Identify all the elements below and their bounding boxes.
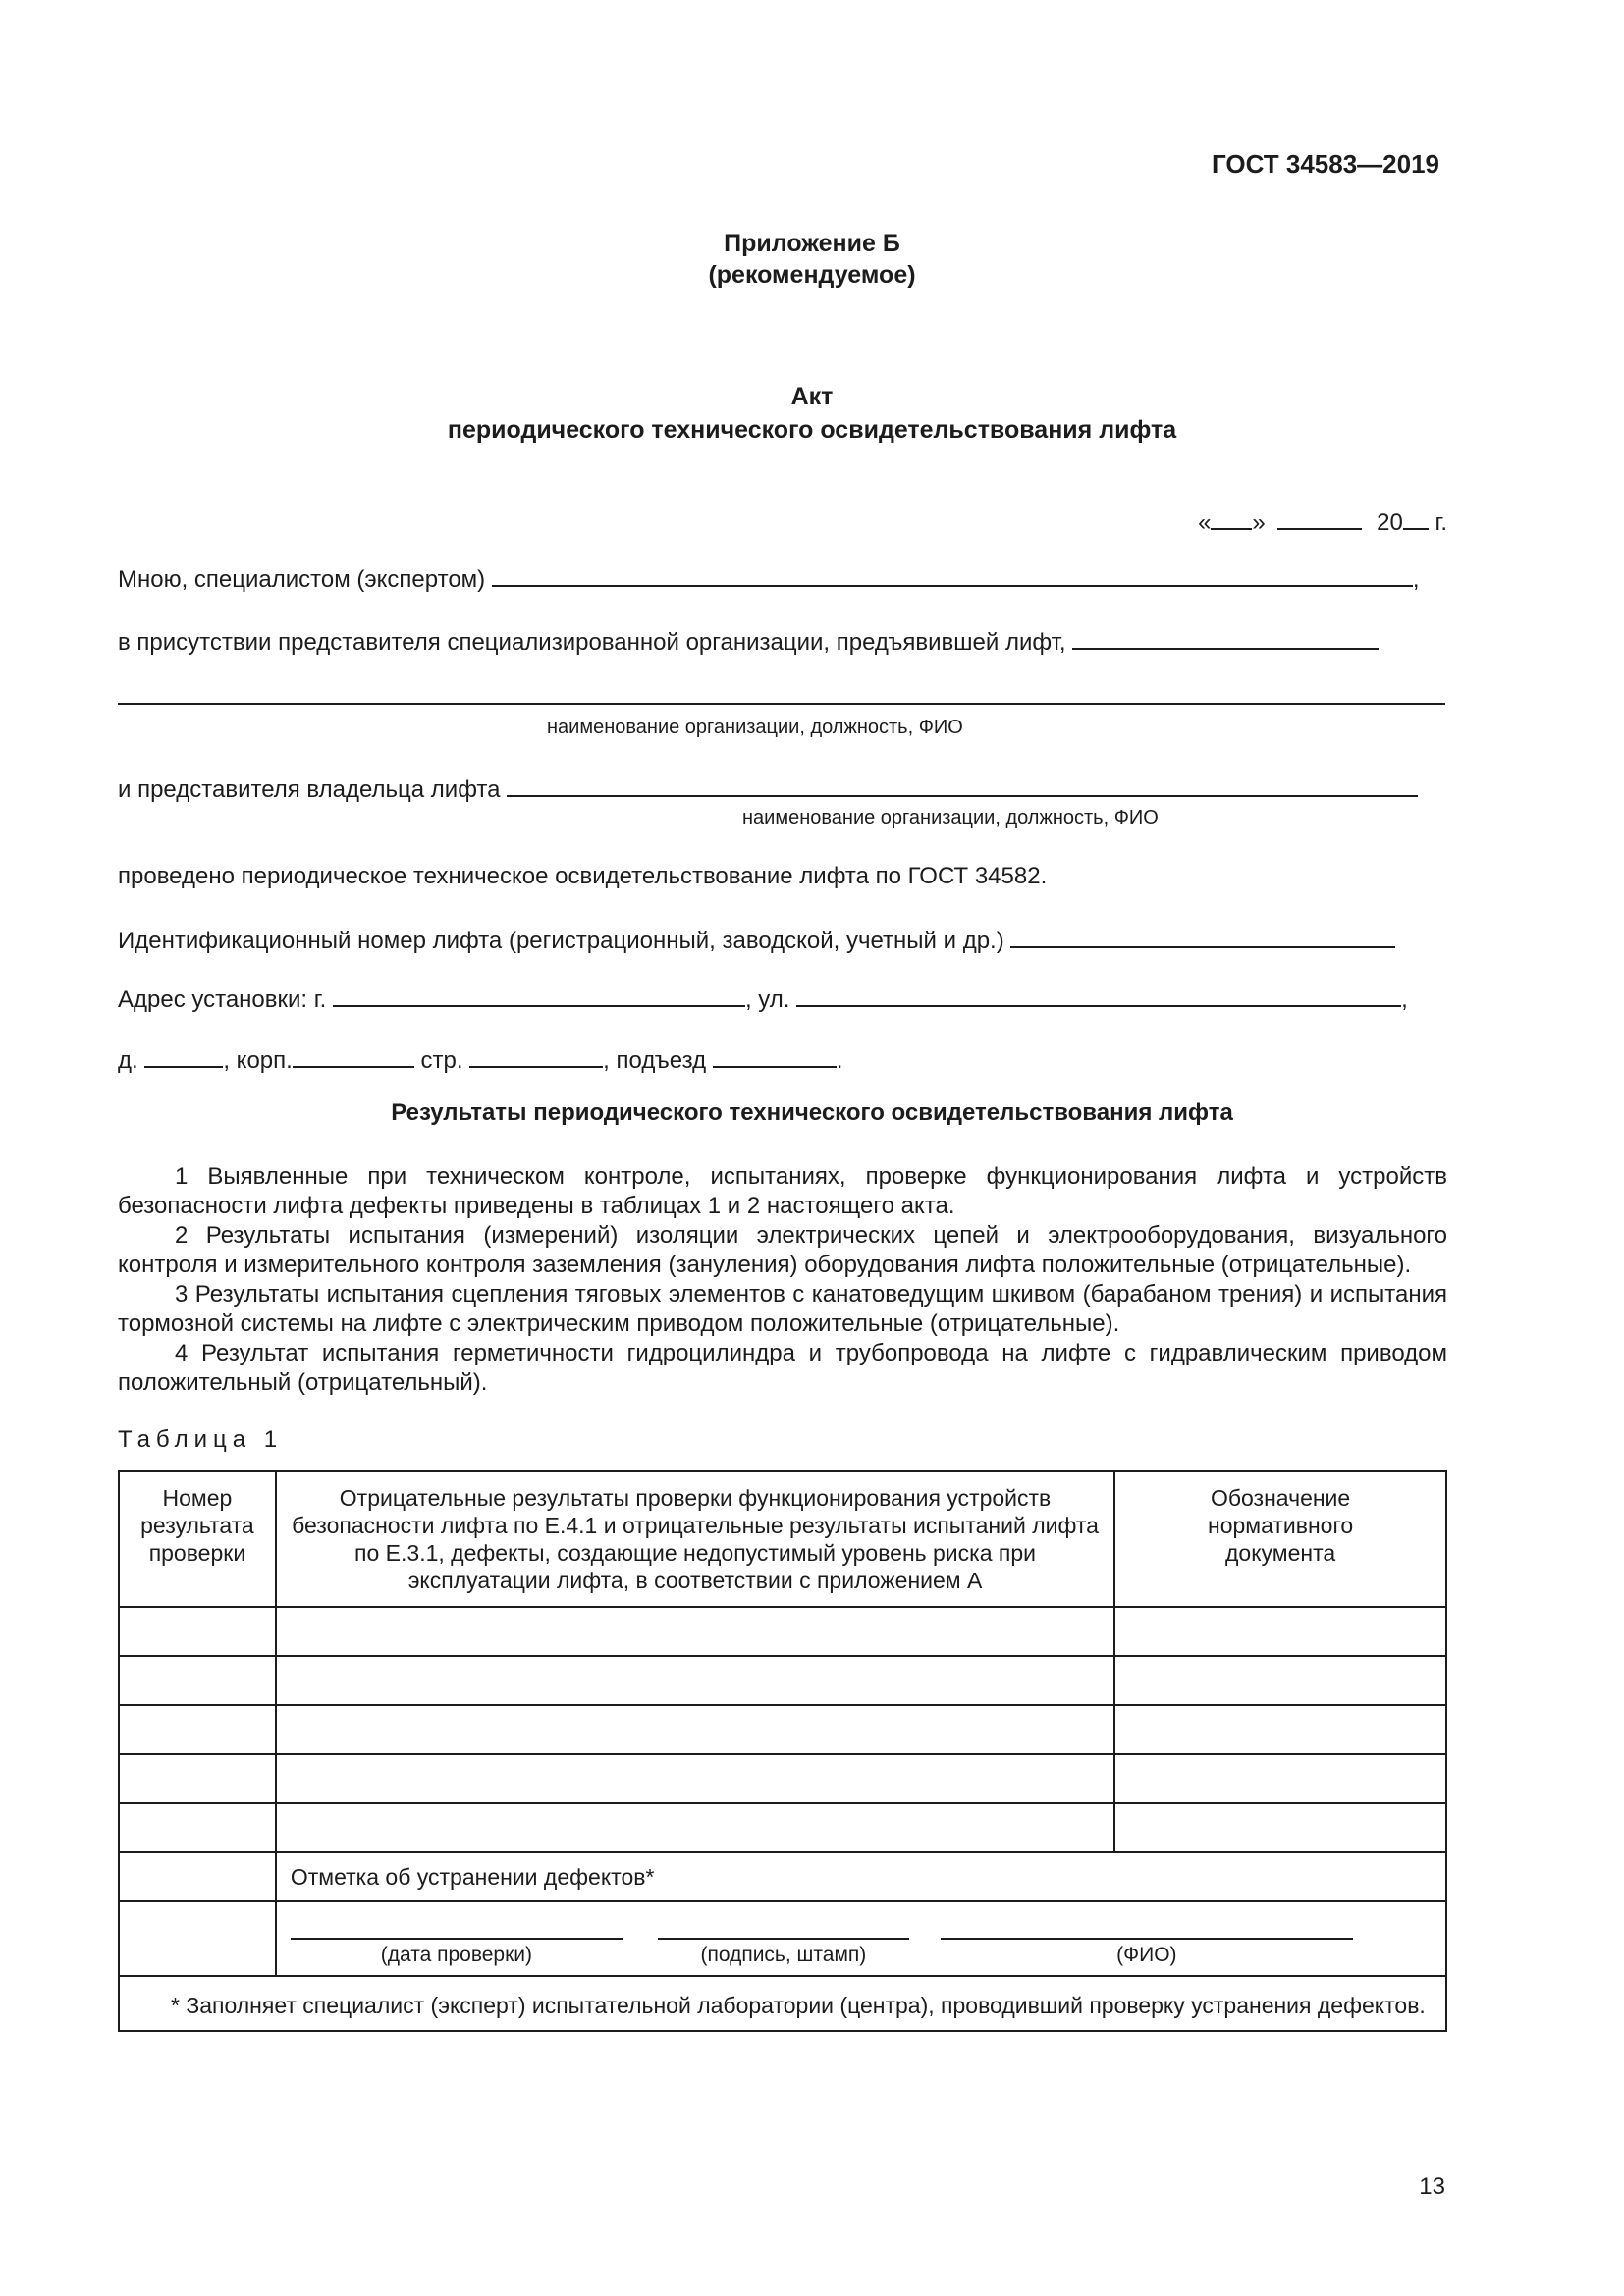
- full-name-caption: (ФИО): [1116, 1944, 1177, 1966]
- id-number-line: [118, 923, 1447, 956]
- header-negative-results: Отрицательные результаты проверки функционирования устройств безопасности лифта по Е.4.1 и отрицательные результаты испытаний лифта по Е.3.1, дефекты, создающие недопустимый уровень риска при эксплуатации лифта, в соответствии с приложением А: [276, 1471, 1114, 1607]
- expert-label: Мною, специалистом (экспертом): [118, 566, 486, 593]
- signature-field[interactable]: [658, 1916, 909, 1940]
- address-street-label: , ул.: [744, 987, 790, 1013]
- organization-caption-1: наименование организации, должность, ФИО: [547, 717, 963, 738]
- check-date-caption: (дата проверки): [380, 1944, 533, 1966]
- date-line: [1198, 505, 1447, 537]
- address-comma: ,: [1401, 987, 1408, 1013]
- signature-block: [277, 1902, 1445, 1975]
- cell-document[interactable]: [1114, 1607, 1446, 1656]
- cell-number[interactable]: [119, 1901, 276, 1976]
- table-1: [118, 1470, 1447, 2032]
- date-open-quote: «: [1198, 509, 1212, 536]
- cell-document[interactable]: [1114, 1705, 1446, 1754]
- header-normative-document: Обозначение нормативного документа: [1114, 1471, 1446, 1607]
- cell-number[interactable]: [119, 1705, 276, 1754]
- presence-field[interactable]: [1072, 624, 1379, 650]
- result-item-2: 2 Результаты испытания (измерений) изоляции электрических цепей и электрооборудования, визуального контроля и измерительного контроля заземления (зануления) оборудования лифта положительные (отрицательные).: [118, 1222, 1447, 1278]
- id-number-label: Идентификационный номер лифта (регистрационный, заводской, учетный и др.): [118, 928, 1004, 954]
- footnote-row: [119, 1976, 1446, 2031]
- cell-result[interactable]: [276, 1803, 1114, 1852]
- signature-cell: [276, 1901, 1446, 1976]
- cell-number[interactable]: [119, 1803, 276, 1852]
- result-item-3: 3 Результаты испытания сцепления тяговых элементов с канатоведущим шкивом (барабаном трения) и испытания тормозной системы на лифте с электрическим приводом положительные (отрицательные).: [118, 1281, 1447, 1337]
- owner-line: [118, 772, 1447, 805]
- signature-caption: (подпись, штамп): [700, 1944, 867, 1966]
- cell-result[interactable]: [276, 1705, 1114, 1754]
- header-result-number: Номер результата проверки: [119, 1471, 276, 1607]
- id-number-field[interactable]: [1010, 923, 1395, 948]
- table-row: [119, 1607, 1446, 1656]
- presence-line: [118, 624, 1447, 658]
- result-item-1: 1 Выявленные при техническом контроле, испытаниях, проверке функционирования лифта и устройств безопасности лифта дефекты приведены в таблицах 1 и 2 настоящего акта.: [118, 1163, 1447, 1219]
- building-field[interactable]: [293, 1042, 414, 1068]
- expert-comma: ,: [1412, 566, 1420, 593]
- cell-result[interactable]: [276, 1607, 1114, 1656]
- entrance-field[interactable]: [713, 1042, 837, 1068]
- table-footnote: [119, 1976, 1446, 2031]
- defects-mark-row: [119, 1852, 1446, 1901]
- cell-number[interactable]: [119, 1852, 276, 1901]
- cell-document[interactable]: [1114, 1754, 1446, 1803]
- results-paragraphs: [118, 1162, 1447, 1398]
- cell-number[interactable]: [119, 1607, 276, 1656]
- organization-caption-2: наименование организации, должность, ФИО: [742, 807, 1159, 828]
- conducted-line: проведено периодическое техническое освидетельствование лифта по ГОСТ 34582.: [118, 863, 1048, 889]
- entrance-label: , подъезд: [603, 1047, 707, 1074]
- year-field[interactable]: [1403, 505, 1429, 530]
- house-field[interactable]: [144, 1042, 223, 1068]
- presence-label: в присутствии представителя специализированной организации, предъявившей лифт,: [118, 629, 1066, 656]
- address-city-field[interactable]: [333, 982, 745, 1007]
- table-row: [119, 1705, 1446, 1754]
- result-item-4: 4 Результат испытания герметичности гидроцилиндра и трубопровода на лифте с гидравлическим приводом положительный (отрицательный).: [118, 1340, 1447, 1396]
- defects-mark-label: Отметка об устранении дефектов*: [276, 1852, 1446, 1901]
- act-subtitle: периодического технического освидетельствования лифта: [447, 416, 1177, 444]
- signature-row: [119, 1901, 1446, 1976]
- results-title: Результаты периодического технического освидетельствования лифта: [391, 1099, 1233, 1126]
- structure-field[interactable]: [469, 1042, 603, 1068]
- address-street-field[interactable]: [796, 982, 1401, 1007]
- organization-field-1[interactable]: [118, 703, 1445, 705]
- cell-result[interactable]: [276, 1754, 1114, 1803]
- owner-field[interactable]: [507, 772, 1418, 797]
- cell-document[interactable]: [1114, 1803, 1446, 1852]
- appendix-subtitle: (рекомендуемое): [708, 261, 916, 289]
- table-row: [119, 1803, 1446, 1852]
- full-name-field[interactable]: [941, 1916, 1353, 1940]
- entrance-dot: .: [836, 1047, 843, 1074]
- page-number: 13: [1419, 2173, 1445, 2200]
- address-city-label: Адрес установки: г.: [118, 987, 327, 1013]
- table-header-row: [119, 1471, 1446, 1607]
- expert-field[interactable]: [492, 561, 1413, 587]
- standard-number: ГОСТ 34583—2019: [1212, 149, 1439, 179]
- cell-result[interactable]: [276, 1656, 1114, 1705]
- table-row: [119, 1656, 1446, 1705]
- expert-line: [118, 561, 1447, 595]
- act-title: Акт: [790, 383, 834, 410]
- cell-document[interactable]: [1114, 1656, 1446, 1705]
- owner-label: и представителя владельца лифта: [118, 776, 501, 803]
- cell-number[interactable]: [119, 1656, 276, 1705]
- table-1-title: Таблица 1: [118, 1426, 284, 1453]
- footnote-text: * Заполняет специалист (эксперт) испытательной лаборатории (центра), проводивший проверку устранения дефектов.: [171, 1993, 1426, 2018]
- day-field[interactable]: [1211, 505, 1252, 530]
- year-prefix: 20: [1377, 509, 1403, 536]
- structure-label: стр.: [420, 1047, 463, 1074]
- address-line: [118, 982, 1447, 1015]
- table-row: [119, 1754, 1446, 1803]
- check-date-field[interactable]: [291, 1916, 623, 1940]
- building-label: , корп.: [223, 1047, 293, 1074]
- appendix-title: Приложение Б: [724, 230, 900, 257]
- month-field[interactable]: [1277, 505, 1362, 530]
- house-label: д.: [118, 1047, 138, 1074]
- cell-number[interactable]: [119, 1754, 276, 1803]
- house-line: [118, 1042, 1447, 1076]
- date-close-quote: »: [1252, 509, 1266, 536]
- year-suffix: г.: [1435, 509, 1447, 536]
